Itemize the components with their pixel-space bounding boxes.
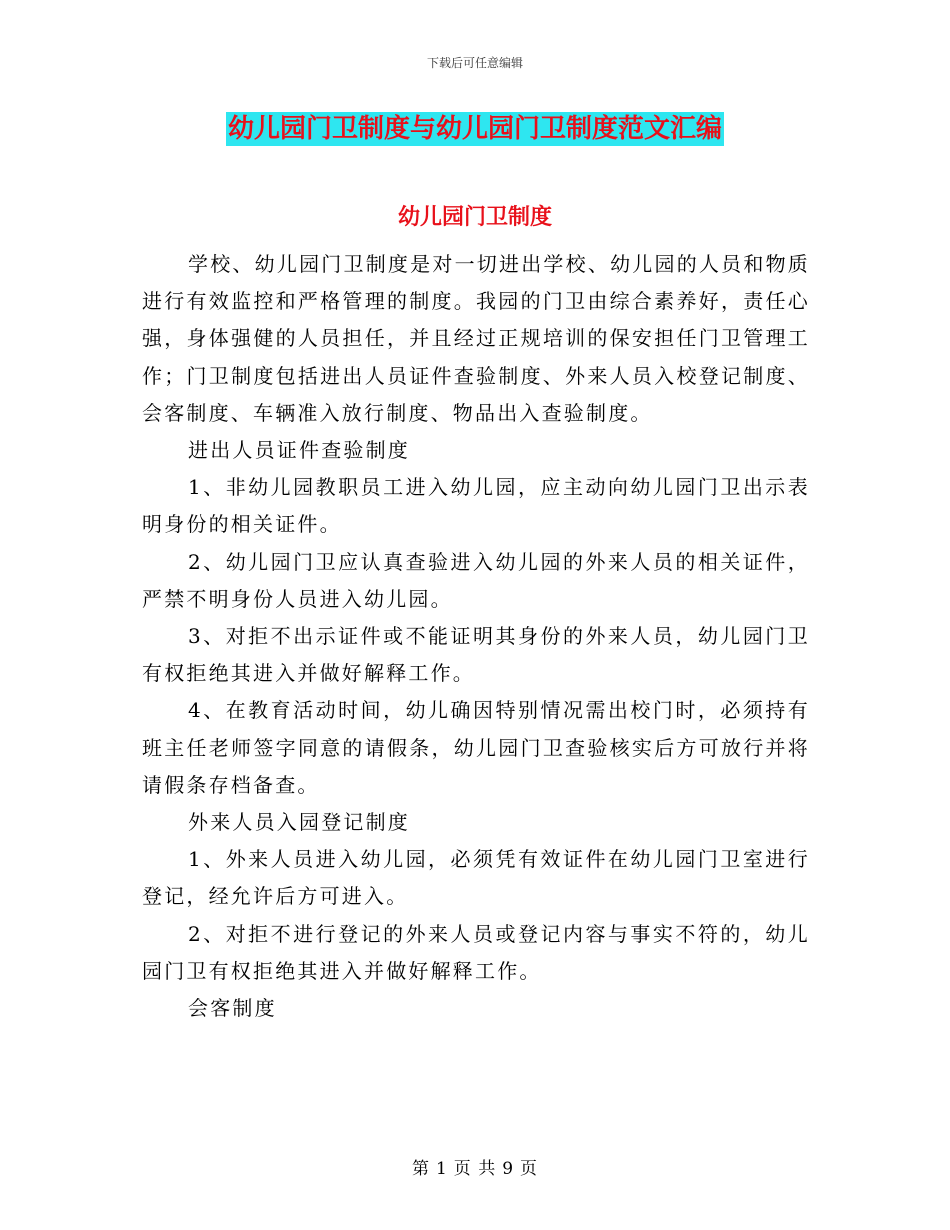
footer-page-number: 1	[435, 1159, 448, 1179]
header-note: 下载后可任意编辑	[426, 56, 523, 70]
document-title-text: 幼儿园门卫制度与幼儿园门卫制度范文汇编	[227, 114, 722, 144]
paragraph-rule: 3、对拒不出示证件或不能证明其身份的外来人员，幼儿园门卫有权拒绝其进入并做好解释工作。	[142, 624, 810, 686]
subheading-id-check: 进出人员证件查验制度	[188, 438, 410, 463]
footer-total-pages: 9	[502, 1159, 515, 1179]
document-title	[0, 112, 950, 146]
document-body	[142, 246, 810, 1027]
paragraph-intro: 学校、幼儿园门卫制度是对一切进出学校、幼儿园的人员和物质进行有效监控和严格管理的制度。我园的门卫由综合素养好，责任心强，身体强健的人员担任，并且经过正规培训的保安担任门卫管理工作；门卫制度包括进出人员证件查验制度、外来人员入校登记制度、会客制度、车辆准入放行制度、物品出入查验制度。	[142, 252, 810, 425]
footer-suffix: 页	[520, 1159, 539, 1179]
paragraph-rule: 4、在教育活动时间，幼儿确因特别情况需出校门时，必须持有班主任老师签字同意的请假条，幼儿园门卫查验核实后方可放行并将请假条存档备查。	[142, 698, 810, 797]
paragraph-rule: 2、对拒不进行登记的外来人员或登记内容与事实不符的，幼儿园门卫有权拒绝其进入并做好解释工作。	[142, 921, 810, 983]
section-title: 幼儿园门卫制度	[397, 204, 552, 230]
page-footer	[0, 1154, 950, 1179]
subheading-visitor-reception: 会客制度	[188, 996, 277, 1021]
footer-mid: 页 共	[453, 1159, 497, 1179]
subheading-visitor-registration: 外来人员入园登记制度	[188, 810, 410, 835]
paragraph-rule: 1、外来人员进入幼儿园，必须凭有效证件在幼儿园门卫室进行登记，经允许后方可进入。	[142, 847, 810, 909]
paragraph-rule: 1、非幼儿园教职员工进入幼儿园，应主动向幼儿园门卫出示表明身份的相关证件。	[142, 475, 810, 537]
footer-prefix: 第	[411, 1159, 430, 1179]
paragraph-rule: 2、幼儿园门卫应认真查验进入幼儿园的外来人员的相关证件，严禁不明身份人员进入幼儿园。	[142, 549, 810, 611]
